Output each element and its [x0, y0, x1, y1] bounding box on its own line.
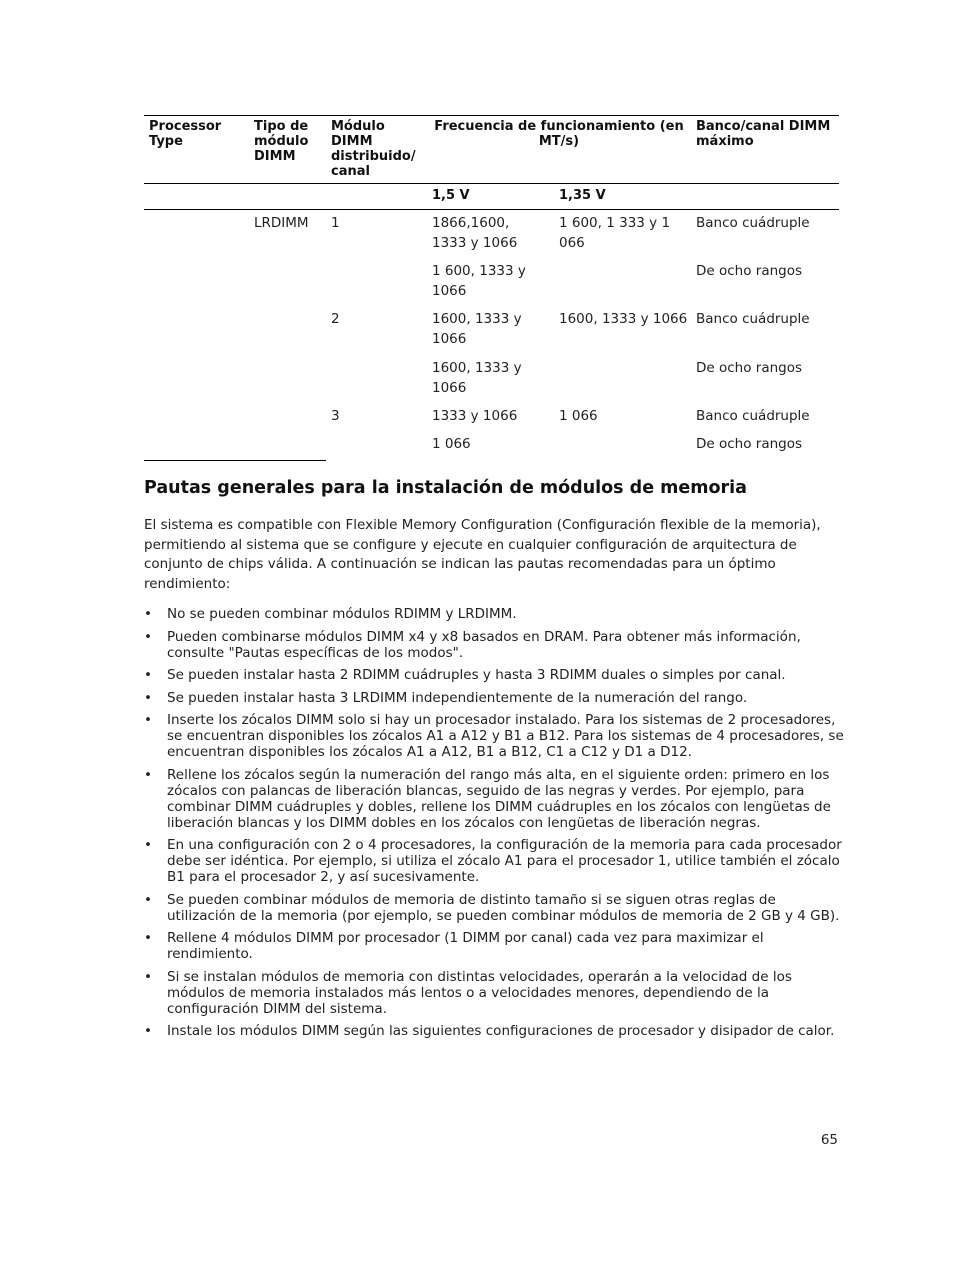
- list-item: • No se pueden combinar módulos RDIMM y LRDIMM.: [144, 606, 517, 622]
- table-cell-modulo: 3: [331, 408, 340, 424]
- list-item: • Se pueden instalar hasta 3 LRDIMM independientemente de la numeración del rango.: [144, 689, 748, 706]
- bullet-icon: •: [144, 689, 152, 706]
- table-cell-1-5v: 1 600, 1333 y 1066: [432, 263, 526, 299]
- table-subheader-rule: [144, 209, 839, 210]
- table-cell-banco: Banco cuádruple: [696, 408, 810, 424]
- bullet-icon: •: [144, 1023, 152, 1039]
- header-banco: Banco/canal DIMM máximo: [696, 119, 831, 149]
- list-item: • En una configuración con 2 o 4 procesadores, la configuración de la memoria para cada procesador debe ser idéntica. Por ejemplo, si utiliza el zócalo A1 para el procesador 1, utilice también el zócalo B1 para el procesador 2, y así sucesivamente.: [144, 837, 842, 885]
- table-cell-1-5v: 1333 y 1066: [432, 408, 518, 424]
- page-number: 65: [820, 1132, 838, 1148]
- table-cell-modulo: 2: [331, 311, 340, 327]
- bullet-icon: •: [144, 968, 152, 985]
- table-cell-banco: De ocho rangos: [696, 263, 803, 279]
- list-item: • Pueden combinarse módulos DIMM x4 y x8 basados en DRAM. Para obtener más información, consulte "Pautas específicas de los modos".: [144, 628, 801, 661]
- header-frecuencia: Frecuencia de funcionamiento (en MT/s): [434, 119, 684, 149]
- bullet-icon: •: [144, 930, 152, 946]
- table-header-rule: [144, 183, 839, 184]
- list-item: • Rellene los zócalos según la numeración del rango más alta, en el siguiente orden: primero en los zócalos con palancas de liberación blancas, seguido de las negras y verdes. Por ejemplo, para combinar DIMM cuádruples y dobles, rellene los DIMM cuádruples en los zócalos con lengüetas de liberación blancas y los DIMM dobles en los zócalos con lengüetas de liberación negras.: [144, 766, 831, 831]
- header-tipo-modulo: Tipo de módulo DIMM: [254, 119, 309, 164]
- table-cell-1-5v: 1600, 1333 y 1066: [432, 311, 522, 347]
- table-cell-1-5v: 1 066: [432, 436, 471, 452]
- table-cell-banco: De ocho rangos: [696, 360, 803, 376]
- table-cell-tipo: LRDIMM: [254, 215, 309, 231]
- guidelines-list: [144, 606, 844, 1046]
- list-item: • Se pueden instalar hasta 2 RDIMM cuádruples y hasta 3 RDIMM duales o simples por canal.: [144, 667, 786, 683]
- table-cell-1-35v: 1 600, 1 333 y 1 066: [559, 215, 671, 251]
- bullet-icon: •: [144, 766, 152, 783]
- list-item: • Inserte los zócalos DIMM solo si hay un procesador instalado. Para los sistemas de 2 procesadores, se encuentran disponibles los zócalos A1 a A12 y B1 a B12. Para los sistemas de 4 procesadores, se encuentran disponibles los zócalos A1 a A12, B1 a B12, C1 a C12 y D1 a D12.: [144, 712, 844, 760]
- bullet-icon: •: [144, 628, 152, 645]
- header-processor-type: Processor Type: [149, 119, 222, 149]
- bullet-icon: •: [144, 667, 152, 683]
- table-cell-1-35v: 1600, 1333 y 1066: [559, 311, 688, 327]
- subheader-1-5v: 1,5 V: [432, 188, 470, 203]
- subheader-1-35v: 1,35 V: [559, 188, 606, 203]
- table-cell-banco: Banco cuádruple: [696, 311, 810, 327]
- table-cell-1-5v: 1600, 1333 y 1066: [432, 360, 522, 396]
- table-cell-modulo: 1: [331, 215, 340, 231]
- header-modulo-distribuido: Módulo DIMM distribuido/ canal: [331, 119, 416, 179]
- list-item: • Rellene 4 módulos DIMM por procesador (1 DIMM por canal) cada vez para maximizar el rendimiento.: [144, 930, 764, 962]
- bullet-icon: •: [144, 606, 152, 622]
- intro-paragraph: El sistema es compatible con Flexible Memory Configuration (Configuración flexible de la memoria), permitiendo al sistema que se configure y ejecute en cualquier configuración de arquitectura de conjunto de chips válida. A continuación se indican las pautas recomendadas para un óptimo rendimiento:: [144, 517, 821, 592]
- list-item: • Si se instalan módulos de memoria con distintas velocidades, operarán a la velocidad de los módulos de memoria instalados más lentos o a velocidades menores, dependiendo de la configuración DIMM del sistema.: [144, 968, 792, 1017]
- table-cell-1-5v: 1866,1600, 1333 y 1066: [432, 215, 518, 251]
- table-top-rule: [144, 115, 839, 116]
- table-cell-1-35v: 1 066: [559, 408, 598, 424]
- list-item: • Se pueden combinar módulos de memoria de distinto tamaño si se siguen otras reglas de utilización de la memoria (por ejemplo, se pueden combinar módulos de memoria de 2 GB y 4 GB).: [144, 891, 840, 924]
- bullet-icon: •: [144, 837, 152, 853]
- section-title: Pautas generales para la instalación de módulos de memoria: [144, 478, 747, 498]
- table-end-rule: [144, 460, 326, 461]
- bullet-icon: •: [144, 712, 152, 728]
- table-cell-banco: Banco cuádruple: [696, 215, 810, 231]
- list-item: • Instale los módulos DIMM según las siguientes configuraciones de procesador y disipador de calor.: [144, 1023, 835, 1039]
- bullet-icon: •: [144, 891, 152, 908]
- table-cell-banco: De ocho rangos: [696, 436, 803, 452]
